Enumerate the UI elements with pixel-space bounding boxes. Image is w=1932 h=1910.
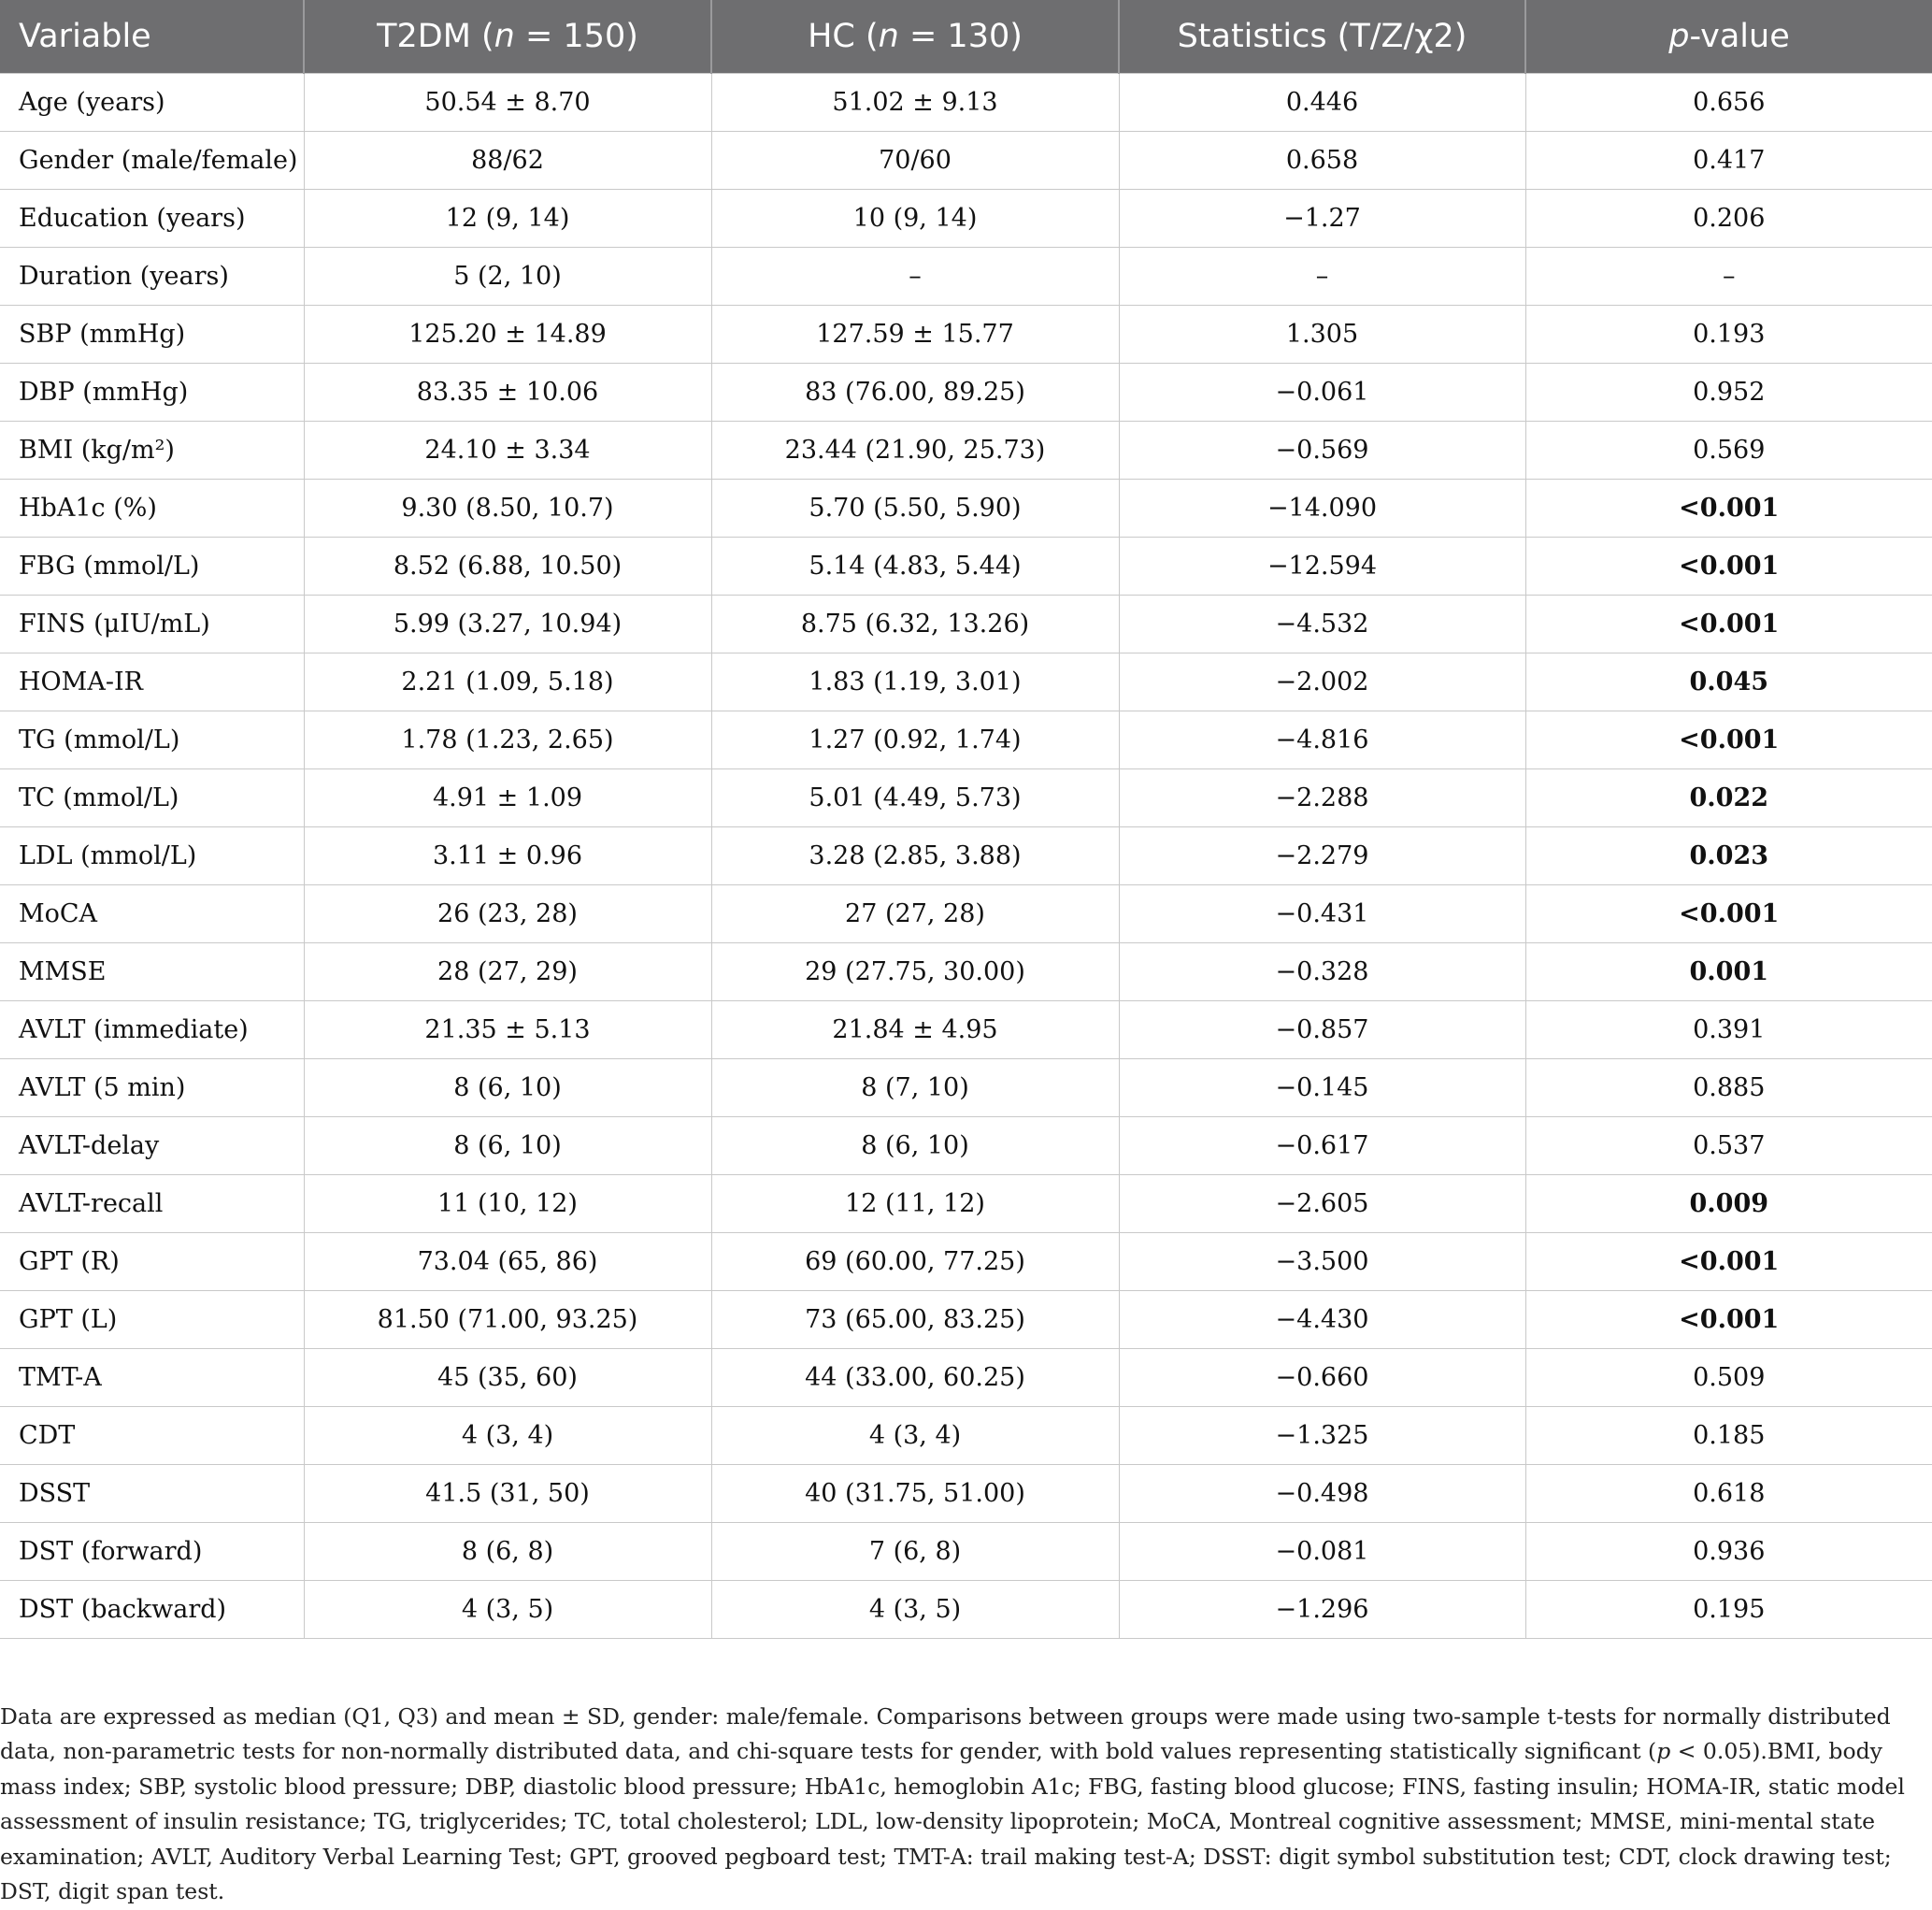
cell-t2dm: 11 (10, 12) (304, 1174, 711, 1232)
cell-variable: Age (years) (0, 73, 304, 131)
cell-hc: 127.59 ± 15.77 (711, 305, 1119, 363)
table-row (0, 595, 1932, 653)
cell-statistics: −2.279 (1119, 826, 1525, 884)
cell-variable: DSST (0, 1464, 304, 1522)
cell-statistics: −0.857 (1119, 1000, 1525, 1058)
cell-p-value: 0.509 (1525, 1348, 1932, 1406)
cell-hc: 1.83 (1.19, 3.01) (711, 653, 1119, 711)
cell-t2dm: 3.11 ± 0.96 (304, 826, 711, 884)
cell-p-value: <0.001 (1525, 595, 1932, 653)
cell-t2dm: 5.99 (3.27, 10.94) (304, 595, 711, 653)
cell-statistics: −0.660 (1119, 1348, 1525, 1406)
cell-p-value: 0.001 (1525, 942, 1932, 1000)
table-row (0, 1058, 1932, 1116)
table-row (0, 1290, 1932, 1348)
cell-statistics: −3.500 (1119, 1232, 1525, 1290)
cell-variable: AVLT-recall (0, 1174, 304, 1232)
cell-statistics: −1.27 (1119, 189, 1525, 247)
cell-variable: HOMA-IR (0, 653, 304, 711)
cell-hc: 5.14 (4.83, 5.44) (711, 537, 1119, 595)
cell-variable: AVLT (5 min) (0, 1058, 304, 1116)
cell-p-value: 0.569 (1525, 421, 1932, 479)
cell-variable: Duration (years) (0, 247, 304, 305)
cell-statistics: −4.816 (1119, 711, 1525, 768)
cell-t2dm: 8 (6, 10) (304, 1058, 711, 1116)
table-row (0, 363, 1932, 421)
cell-p-value: <0.001 (1525, 479, 1932, 537)
cell-t2dm: 28 (27, 29) (304, 942, 711, 1000)
table-row (0, 1232, 1932, 1290)
cell-statistics: 1.305 (1119, 305, 1525, 363)
cell-statistics: −0.498 (1119, 1464, 1525, 1522)
cell-variable: AVLT (immediate) (0, 1000, 304, 1058)
cell-hc: 27 (27, 28) (711, 884, 1119, 942)
table-row (0, 1116, 1932, 1174)
table-row (0, 1522, 1932, 1580)
cell-variable: MoCA (0, 884, 304, 942)
table-row (0, 1580, 1932, 1638)
cell-variable: CDT (0, 1406, 304, 1464)
cell-variable: MMSE (0, 942, 304, 1000)
cell-variable: GPT (L) (0, 1290, 304, 1348)
cell-variable: FBG (mmol/L) (0, 537, 304, 595)
cell-t2dm: 41.5 (31, 50) (304, 1464, 711, 1522)
cell-hc: 8.75 (6.32, 13.26) (711, 595, 1119, 653)
cell-variable: Gender (male/female) (0, 131, 304, 189)
header-variable: Variable (19, 17, 151, 55)
cell-hc: 69 (60.00, 77.25) (711, 1232, 1119, 1290)
table-row (0, 884, 1932, 942)
cell-t2dm: 24.10 ± 3.34 (304, 421, 711, 479)
cell-variable: DST (forward) (0, 1522, 304, 1580)
cell-statistics: −0.431 (1119, 884, 1525, 942)
table-row (0, 768, 1932, 826)
cell-statistics: −0.617 (1119, 1116, 1525, 1174)
cell-hc: 8 (6, 10) (711, 1116, 1119, 1174)
cell-variable: LDL (mmol/L) (0, 826, 304, 884)
cell-p-value: 0.417 (1525, 131, 1932, 189)
cell-t2dm: 81.50 (71.00, 93.25) (304, 1290, 711, 1348)
cell-variable: GPT (R) (0, 1232, 304, 1290)
cell-statistics: −4.532 (1119, 595, 1525, 653)
cell-variable: HbA1c (%) (0, 479, 304, 537)
cell-statistics: −0.569 (1119, 421, 1525, 479)
cell-p-value: <0.001 (1525, 537, 1932, 595)
cell-hc: 21.84 ± 4.95 (711, 1000, 1119, 1058)
table-header (0, 0, 1932, 73)
table-row (0, 305, 1932, 363)
table-row (0, 479, 1932, 537)
cell-t2dm: 50.54 ± 8.70 (304, 73, 711, 131)
cell-t2dm: 26 (23, 28) (304, 884, 711, 942)
cell-hc: 23.44 (21.90, 25.73) (711, 421, 1119, 479)
cell-t2dm: 9.30 (8.50, 10.7) (304, 479, 711, 537)
cell-p-value: 0.023 (1525, 826, 1932, 884)
cell-hc: 40 (31.75, 51.00) (711, 1464, 1119, 1522)
cell-hc: 8 (7, 10) (711, 1058, 1119, 1116)
cell-variable: AVLT-delay (0, 1116, 304, 1174)
cell-t2dm: 4.91 ± 1.09 (304, 768, 711, 826)
cell-t2dm: 45 (35, 60) (304, 1348, 711, 1406)
cell-t2dm: 8 (6, 10) (304, 1116, 711, 1174)
cell-p-value: 0.193 (1525, 305, 1932, 363)
table-row (0, 537, 1932, 595)
cell-p-value: – (1525, 247, 1932, 305)
cell-hc: 5.01 (4.49, 5.73) (711, 768, 1119, 826)
table-row (0, 73, 1932, 131)
table-row (0, 1464, 1932, 1522)
cell-p-value: 0.656 (1525, 73, 1932, 131)
header-statistics: Statistics (T/Z/χ2) (1119, 0, 1525, 73)
table-row (0, 826, 1932, 884)
table-row (0, 1348, 1932, 1406)
cell-p-value: <0.001 (1525, 1232, 1932, 1290)
cell-statistics: −0.145 (1119, 1058, 1525, 1116)
table-row (0, 421, 1932, 479)
cell-variable: Education (years) (0, 189, 304, 247)
table-row (0, 189, 1932, 247)
cell-t2dm: 5 (2, 10) (304, 247, 711, 305)
cell-p-value: <0.001 (1525, 711, 1932, 768)
cell-p-value: 0.206 (1525, 189, 1932, 247)
cell-t2dm: 83.35 ± 10.06 (304, 363, 711, 421)
cell-statistics: −14.090 (1119, 479, 1525, 537)
cell-p-value: 0.618 (1525, 1464, 1932, 1522)
table-row (0, 711, 1932, 768)
cell-t2dm: 1.78 (1.23, 2.65) (304, 711, 711, 768)
header-row (0, 0, 1932, 73)
cell-variable: DST (backward) (0, 1580, 304, 1638)
cell-hc: 44 (33.00, 60.25) (711, 1348, 1119, 1406)
cell-statistics: −0.328 (1119, 942, 1525, 1000)
cell-hc: 10 (9, 14) (711, 189, 1119, 247)
table-row (0, 1406, 1932, 1464)
cell-hc: 12 (11, 12) (711, 1174, 1119, 1232)
cell-p-value: 0.936 (1525, 1522, 1932, 1580)
cell-t2dm: 4 (3, 5) (304, 1580, 711, 1638)
cell-t2dm: 8 (6, 8) (304, 1522, 711, 1580)
header-p-value: p-value (1525, 0, 1932, 73)
table-row (0, 653, 1932, 711)
table-row (0, 247, 1932, 305)
table-row (0, 1000, 1932, 1058)
cell-hc: – (711, 247, 1119, 305)
cell-t2dm: 4 (3, 4) (304, 1406, 711, 1464)
cell-hc: 3.28 (2.85, 3.88) (711, 826, 1119, 884)
table-row (0, 131, 1932, 189)
cell-hc: 51.02 ± 9.13 (711, 73, 1119, 131)
table-row (0, 942, 1932, 1000)
cell-p-value: 0.952 (1525, 363, 1932, 421)
cell-statistics: −4.430 (1119, 1290, 1525, 1348)
cell-t2dm: 88/62 (304, 131, 711, 189)
cell-statistics: −0.081 (1119, 1522, 1525, 1580)
table-footnote: Data are expressed as median (Q1, Q3) and mean ± SD, gender: male/female. Comparisons between groups were made using two-sample t-tests for normally distributed data, non-parametric tests for non-normally distributed data, and chi-square tests for gender, with bold values representing statistically significant (p < 0.05).BMI, body mass index; SBP, systolic blood pressure; DBP, diastolic blood pressure; HbA1c, hemoglobin A1c; FBG, fasting blood glucose; FINS, fasting insulin; HOMA-IR, static model assessment of insulin resistance; TG, triglycerides; TC, total cholesterol; LDL, low-density lipoprotein; MoCA, Montreal cognitive assessment; MMSE, mini-mental state examination; AVLT, Auditory Verbal Learning Test; GPT, grooved pegboard test; TMT-A: trail making test-A; DSST: digit symbol substitution test; CDT, clock drawing test; DST, digit span test. (0, 1702, 1905, 1904)
cell-p-value: 0.885 (1525, 1058, 1932, 1116)
cell-t2dm: 8.52 (6.88, 10.50) (304, 537, 711, 595)
cell-statistics: – (1119, 247, 1525, 305)
cell-p-value: <0.001 (1525, 884, 1932, 942)
cell-hc: 83 (76.00, 89.25) (711, 363, 1119, 421)
header-t2dm: T2DM (n = 150) (304, 0, 711, 73)
cell-hc: 5.70 (5.50, 5.90) (711, 479, 1119, 537)
table-body (0, 73, 1932, 1638)
cell-statistics: 0.446 (1119, 73, 1525, 131)
cell-statistics: −2.288 (1119, 768, 1525, 826)
cell-hc: 4 (3, 4) (711, 1406, 1119, 1464)
cell-p-value: 0.195 (1525, 1580, 1932, 1638)
header-hc: HC (n = 130) (711, 0, 1119, 73)
cell-t2dm: 21.35 ± 5.13 (304, 1000, 711, 1058)
cell-hc: 4 (3, 5) (711, 1580, 1119, 1638)
cell-variable: TC (mmol/L) (0, 768, 304, 826)
cell-p-value: 0.009 (1525, 1174, 1932, 1232)
table-row (0, 1174, 1932, 1232)
cell-statistics: 0.658 (1119, 131, 1525, 189)
cell-p-value: 0.391 (1525, 1000, 1932, 1058)
cell-p-value: 0.185 (1525, 1406, 1932, 1464)
cell-hc: 29 (27.75, 30.00) (711, 942, 1119, 1000)
cell-statistics: −2.002 (1119, 653, 1525, 711)
cell-variable: TMT-A (0, 1348, 304, 1406)
cell-hc: 7 (6, 8) (711, 1522, 1119, 1580)
cell-hc: 70/60 (711, 131, 1119, 189)
cell-variable: SBP (mmHg) (0, 305, 304, 363)
cell-t2dm: 125.20 ± 14.89 (304, 305, 711, 363)
cell-t2dm: 12 (9, 14) (304, 189, 711, 247)
cell-p-value: 0.022 (1525, 768, 1932, 826)
cell-statistics: −1.325 (1119, 1406, 1525, 1464)
cell-t2dm: 2.21 (1.09, 5.18) (304, 653, 711, 711)
cell-p-value: <0.001 (1525, 1290, 1932, 1348)
cell-variable: TG (mmol/L) (0, 711, 304, 768)
cell-statistics: −2.605 (1119, 1174, 1525, 1232)
cell-statistics: −1.296 (1119, 1580, 1525, 1638)
cell-variable: FINS (μIU/mL) (0, 595, 304, 653)
cell-variable: BMI (kg/m²) (0, 421, 304, 479)
cell-hc: 1.27 (0.92, 1.74) (711, 711, 1119, 768)
cell-p-value: 0.537 (1525, 1116, 1932, 1174)
cell-statistics: −0.061 (1119, 363, 1525, 421)
cell-hc: 73 (65.00, 83.25) (711, 1290, 1119, 1348)
cell-statistics: −12.594 (1119, 537, 1525, 595)
cell-t2dm: 73.04 (65, 86) (304, 1232, 711, 1290)
cell-p-value: 0.045 (1525, 653, 1932, 711)
cell-variable: DBP (mmHg) (0, 363, 304, 421)
